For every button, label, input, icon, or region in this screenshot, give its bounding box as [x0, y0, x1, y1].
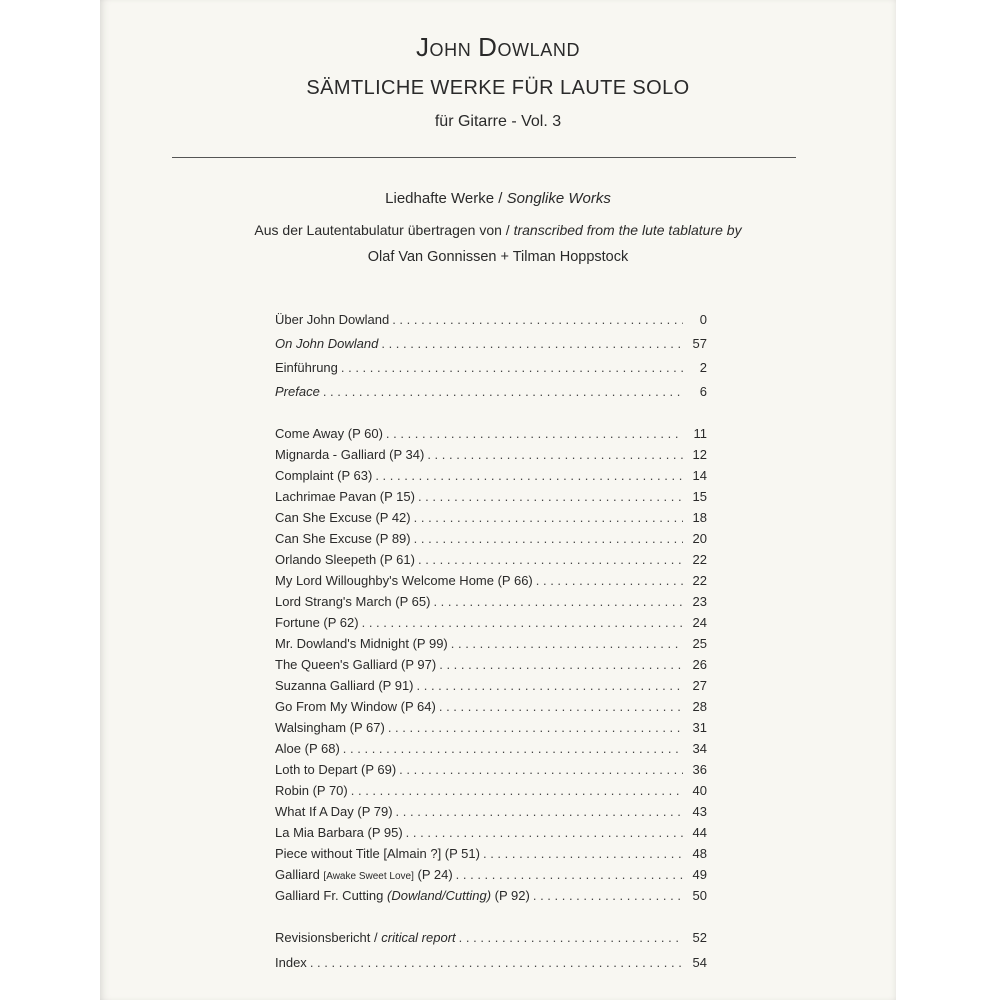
- entry-title: Revisionsbericht / critical report: [275, 930, 456, 945]
- leader-dots: [433, 594, 683, 609]
- entry-title: Piece without Title [Almain ?] (P 51): [275, 846, 480, 861]
- toc-entry: [275, 594, 707, 612]
- leader-dots: [351, 783, 683, 798]
- leader-dots: [418, 489, 683, 504]
- leader-dots: [439, 699, 683, 714]
- toc-entry: [275, 867, 707, 885]
- page-number: 26: [692, 657, 707, 672]
- divider: [172, 157, 796, 158]
- page-number: 40: [692, 783, 707, 798]
- entry-title: Mr. Dowland's Midnight (P 99): [275, 636, 448, 651]
- page-number: 31: [692, 720, 707, 735]
- toc-entry: [275, 762, 707, 780]
- toc-entry: [275, 552, 707, 570]
- page-number: 36: [692, 762, 707, 777]
- entry-title: Go From My Window (P 64): [275, 699, 436, 714]
- leader-dots: [451, 636, 683, 651]
- leader-dots: [399, 762, 683, 777]
- toc-entry: [275, 720, 707, 738]
- entry-title: What If A Day (P 79): [275, 804, 393, 819]
- toc-entry: [275, 657, 707, 675]
- entry-title: My Lord Willoughby's Welcome Home (P 66): [275, 573, 533, 588]
- entry-title: Galliard Fr. Cutting (Dowland/Cutting) (P 92): [275, 888, 530, 903]
- leader-dots: [456, 867, 683, 882]
- volume-label: für Gitarre - Vol. 3: [434, 113, 562, 130]
- page-number: 25: [692, 636, 707, 651]
- leader-dots: [388, 720, 683, 735]
- leader-dots: [341, 360, 683, 375]
- author-title: John Dowland: [415, 32, 581, 62]
- toc-entry: [275, 384, 707, 402]
- section-title: Liedhafte Werke / Songlike Works: [385, 190, 611, 207]
- toc-entry: [275, 489, 707, 507]
- leader-dots: [414, 510, 683, 525]
- toc-entry-report: [275, 930, 707, 948]
- page-number: 24: [692, 615, 707, 630]
- toc-entry: [275, 846, 707, 864]
- page-number: 11: [693, 426, 707, 441]
- page-number: 43: [692, 804, 707, 819]
- leader-dots: [386, 426, 683, 441]
- leader-dots: [381, 336, 683, 351]
- toc-entry: [275, 783, 707, 801]
- toc-entry-index: [275, 955, 707, 973]
- page-number: 50: [692, 888, 707, 903]
- page-number: 20: [692, 531, 707, 546]
- page-number: 27: [692, 678, 707, 693]
- toc-entry: [275, 699, 707, 717]
- page-number: 2: [699, 360, 707, 375]
- entry-title: Loth to Depart (P 69): [275, 762, 397, 777]
- page-number: 28: [692, 699, 707, 714]
- page-number: 14: [692, 468, 707, 483]
- leader-dots: [533, 888, 683, 903]
- entry-title: Lachrimae Pavan (P 15): [275, 489, 415, 504]
- toc-entry: [275, 426, 707, 444]
- page-number: 57: [692, 336, 707, 351]
- page-number: 15: [692, 489, 707, 504]
- page-number: 12: [692, 447, 707, 462]
- collection-subtitle: SÄMTLICHE WERKE FÜR LAUTE SOLO: [306, 77, 690, 99]
- entry-title: The Queen's Galliard (P 97): [275, 657, 437, 672]
- leader-dots: [418, 552, 683, 567]
- entry-title: Galliard [Awake Sweet Love] (P 24): [275, 867, 453, 882]
- leader-dots: [310, 955, 683, 970]
- entry-title: Mignarda - Galliard (P 34): [275, 447, 425, 462]
- toc-entry: [275, 825, 707, 843]
- page-number: 0: [699, 312, 707, 327]
- entry-title: Suzanna Galliard (P 91): [275, 678, 414, 693]
- page-number: 48: [692, 846, 707, 861]
- entry-title: Aloe (P 68): [275, 741, 340, 756]
- leader-dots: [362, 615, 683, 630]
- leader-dots: [459, 930, 683, 945]
- entry-title: Walsingham (P 67): [275, 720, 385, 735]
- toc-entry: [275, 741, 707, 759]
- toc-entry: [275, 468, 707, 486]
- page-number: 23: [692, 594, 707, 609]
- page-number: 49: [692, 867, 707, 882]
- toc-entry: [275, 888, 707, 906]
- entry-title: Index: [275, 955, 307, 970]
- page-number: 22: [692, 573, 707, 588]
- toc-entry: [275, 312, 707, 330]
- entry-title: Lord Strang's March (P 65): [275, 594, 431, 609]
- entry-title: Come Away (P 60): [275, 426, 383, 441]
- page-number: 18: [692, 510, 707, 525]
- toc-entry: [275, 360, 707, 378]
- toc-entry: [275, 678, 707, 696]
- toc-entry: [275, 573, 707, 591]
- page-number: 34: [692, 741, 707, 756]
- transcribers: Olaf Van Gonnissen + Tilman Hoppstock: [367, 249, 629, 265]
- leader-dots: [406, 825, 683, 840]
- toc-entry: [275, 447, 707, 465]
- toc-entry: [275, 636, 707, 654]
- leader-dots: [323, 384, 683, 399]
- leader-dots: [414, 531, 683, 546]
- leader-dots: [439, 657, 683, 672]
- page-number: 22: [692, 552, 707, 567]
- book-page: [100, 0, 896, 1000]
- toc-entry: [275, 804, 707, 822]
- page-number: 6: [699, 384, 707, 399]
- entry-title: Preface: [275, 384, 320, 399]
- entry-title: Orlando Sleepeth (P 61): [275, 552, 415, 567]
- toc-entry: [275, 531, 707, 549]
- leader-dots: [392, 312, 683, 327]
- leader-dots: [427, 447, 683, 462]
- entry-title: Complaint (P 63): [275, 468, 373, 483]
- entry-title: La Mia Barbara (P 95): [275, 825, 403, 840]
- leader-dots: [417, 678, 683, 693]
- leader-dots: [483, 846, 683, 861]
- entry-title: Über John Dowland: [275, 312, 390, 327]
- page-number: 44: [692, 825, 707, 840]
- entry-title: Einführung: [275, 360, 338, 375]
- entry-title: Can She Excuse (P 89): [275, 531, 411, 546]
- transcription-note: Aus der Lautentabulatur übertragen von / transcribed from the lute tablature by: [254, 222, 742, 238]
- toc-entry: [275, 615, 707, 633]
- leader-dots: [343, 741, 683, 756]
- entry-title: Fortune (P 62): [275, 615, 359, 630]
- toc-entry: [275, 510, 707, 528]
- page-number: 52: [692, 930, 707, 945]
- entry-title: Can She Excuse (P 42): [275, 510, 411, 525]
- leader-dots: [375, 468, 683, 483]
- leader-dots: [396, 804, 683, 819]
- toc-entry: [275, 336, 707, 354]
- entry-title: Robin (P 70): [275, 783, 348, 798]
- page-number: 54: [692, 955, 707, 970]
- leader-dots: [536, 573, 683, 588]
- entry-title: On John Dowland: [275, 336, 379, 351]
